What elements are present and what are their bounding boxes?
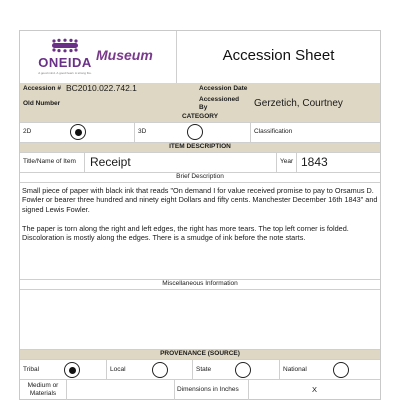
accession-number-label: Accession # [23,85,61,92]
accession-sheet [19,30,381,400]
provenance-local-radio[interactable] [152,362,168,378]
provenance-state-label: State [196,366,212,373]
longhouse-icon [26,37,104,55]
logo-text: ONEIDA [38,55,92,70]
accessioned-by-value[interactable]: Gerzetich, Courtney [254,98,343,109]
provenance-local-label: Local [110,366,126,373]
provenance-national-label: National [283,366,307,373]
dimensions-label: Dimensions in Inches [177,386,239,393]
provenance-state-radio[interactable] [235,362,251,378]
museum-label: Museum [96,47,153,63]
provenance-national-radio[interactable] [333,362,349,378]
brief-description-paragraph-2[interactable]: The paper is torn along the right and left edges, the right has more tears. The top left corner is folded. Discoloration is mostly along the edges. There is a smudge of ink before the note starts. [22,224,349,243]
category-2d-radio[interactable] [70,124,86,140]
brief-description-paragraph-1[interactable]: Small piece of paper with black ink that reads "On demand I for value received promise to pay to Orsamus D. Fowler or bearer three hundred and ninety eight Dollars and fifty cents. Manchester December 16th 1843" and signed Lewis Fowler. [22,186,378,214]
item-title-label: Title/Name of Item [23,158,76,165]
old-number-label: Old Number [23,100,61,107]
category-3d-radio[interactable] [187,124,203,140]
radio-selected-dot [69,367,76,374]
misc-info-label: Miscellaneous Information [162,280,238,287]
oneida-logo [26,37,104,81]
provenance-tribal-label: Tribal [23,366,40,373]
classification-label: Classification [254,128,293,135]
item-title-value[interactable]: Receipt [90,155,131,169]
category-3d-label: 3D [138,128,147,135]
category-heading: CATEGORY [181,113,219,120]
year-label: Year [280,158,294,165]
dimensions-value[interactable]: X [311,385,317,394]
year-value[interactable]: 1843 [301,155,328,169]
accessioned-by-label: Accessioned By [199,96,240,111]
category-2d-label: 2D [23,128,32,135]
brief-description-label: Brief Description [176,173,224,180]
accession-number-value[interactable]: BC2010.022.742.1 [66,83,137,93]
accession-date-label: Accession Date [199,85,248,92]
provenance-tribal-radio[interactable] [64,362,80,378]
item-description-heading: ITEM DESCRIPTION [169,143,231,150]
logo-tagline: A good mind. A good heart. A strong fire. [38,71,92,75]
provenance-heading: PROVENANCE (SOURCE) [160,350,240,357]
page-title: Accession Sheet [222,47,335,64]
radio-selected-dot [75,129,82,136]
misc-info-value[interactable] [23,293,378,347]
medium-materials-label: Medium or Materials [27,382,59,397]
